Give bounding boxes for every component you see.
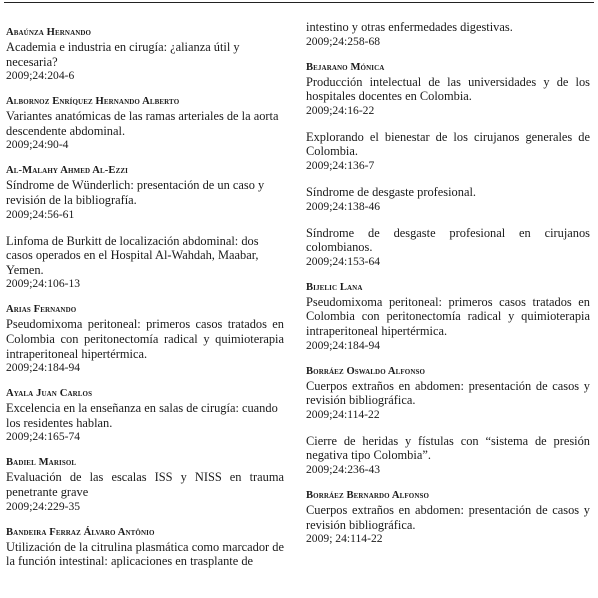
entry-title: Variantes anatómicas de las ramas arteriales de la aorta descendente abdominal. [6,109,279,138]
entry-title: Academia e industria en cirugía: ¿alianza útil y necesaria? [6,40,240,69]
entry-citation: 2009;24:90-4 [6,138,69,152]
entry-citation: 2009;24:258-68 [306,34,381,48]
index-entry [306,20,590,49]
entry-title: Cuerpos extraños en abdomen: presentación de casos y revisión bibliográfica. [306,378,590,408]
index-entry [6,526,284,569]
entry-title: Cierre de heridas y fístulas con “sistema de presión negativa tipo Colombia”. [306,433,590,463]
entry-title: Cuerpos extraños en abdomen: presentación de casos y revisión bibliográfica. [306,502,590,532]
entry-citation: 2009;24:184-94 [306,338,381,352]
entry-author: Bandeira Ferraz Álvaro Antônio [6,526,155,538]
index-entry [6,387,284,444]
entry-citation: 2009;24:56-61 [6,207,75,221]
entry-citation: 2009;24:136-7 [306,158,375,172]
entry-title: Pseudomixoma peritoneal: primeros casos tratados en Colombia con peritonectomía radical y quimioterapia intraperitoneal hipertérmica. [6,317,284,361]
entry-citation: 2009;24:16-22 [306,103,375,117]
index-entry [306,226,590,269]
entry-citation: 2009;24:229-35 [6,499,81,513]
entry-title: Producción intelectual de las universidades y de los hospitales docentes en Colombia. [306,74,590,104]
index-entry [6,164,284,221]
entry-title: Síndrome de desgaste profesional en cirujanos colombianos. [306,225,590,255]
entry-title: Linfoma de Burkitt de localización abdominal: dos casos operados en el Hospital Al-Wahdah, Maabar, Yemen. [6,233,259,277]
left-column [6,26,284,581]
entry-citation: 2009;24:184-94 [6,361,81,375]
index-entry [306,281,590,353]
entry-title: Utilización de la citrulina plasmática como marcador de la función intestinal: aplicaciones en trasplante de [6,539,284,569]
entry-author: Ayala Juan Carlos [6,388,93,400]
entry-citation: 2009;24:153-64 [306,254,381,268]
entry-title: Pseudomixoma peritoneal: primeros casos tratados en Colombia con peritonectomía radical y quimioterapia intraperitoneal hipertérmica. [306,294,590,338]
entry-citation: 2009;24:165-74 [6,430,81,444]
index-entry [306,434,590,477]
top-rule [4,2,594,3]
entry-author: Badiel Marisol [6,457,77,469]
index-entry [306,130,590,173]
entry-title: Síndrome de desgaste profesional. [306,184,476,199]
index-entry [306,61,590,118]
entry-author: Borráez Oswaldo Alfonso [306,365,426,377]
right-column [306,20,590,558]
index-entry [6,303,284,375]
entry-author: Arias Fernando [6,304,77,316]
entry-title: intestino y otras enfermedades digestivas. [306,20,513,34]
index-entry [6,456,284,513]
index-entry [306,365,590,422]
entry-citation: 2009;24:236-43 [306,462,381,476]
entry-title: Explorando el bienestar de los cirujanos generales de Colombia. [306,129,590,159]
entry-citation: 2009;24:114-22 [306,407,380,421]
index-entry [6,95,284,152]
entry-title: Síndrome de Wünderlich: presentación de un caso y revisión de la bibliografía. [6,178,265,207]
entry-title: Evaluación de las escalas ISS y NISS en trauma penetrante grave [6,470,284,499]
entry-title: Excelencia en la enseñanza en salas de cirugía: cuando los residentes hablan. [6,401,278,430]
entry-citation: 2009; 24:114-22 [306,532,383,546]
entry-author: Bijelic Lana [306,281,363,293]
entry-author: Albornoz Enríquez Hernando Alberto [6,96,180,108]
index-entry [6,234,284,292]
entry-citation: 2009;24:204-6 [6,69,75,83]
entry-citation: 2009;24:138-46 [306,199,381,213]
entry-author: Borráez Bernardo Alfonso [306,489,430,501]
index-entry [306,185,590,214]
entry-author: Al-Malahy Ahmed Al-Ezzi [6,165,128,177]
index-entry [6,26,284,83]
entry-citation: 2009;24:106-13 [6,277,81,291]
entry-author: Bejarano Mónica [306,61,385,73]
index-entry [306,489,590,546]
entry-author: Abaúnza Hernando [6,27,92,38]
